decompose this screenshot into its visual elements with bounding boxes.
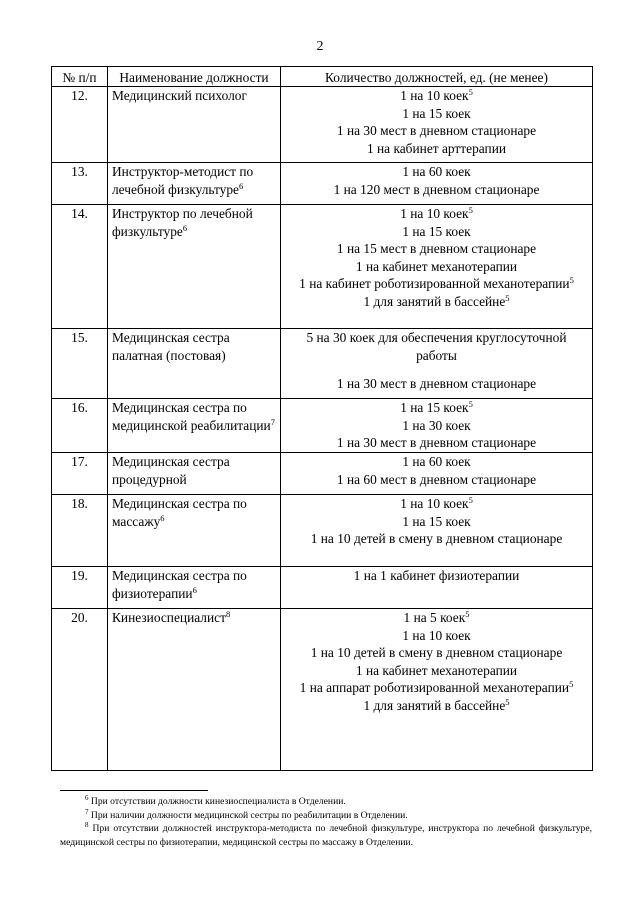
quantity-line (285, 662, 588, 680)
quantity-cell (281, 163, 593, 205)
position-name-cell (108, 495, 281, 567)
footnote-mark: 6 (85, 794, 89, 802)
quantity-line (285, 513, 588, 531)
row-number: 18. (52, 495, 108, 567)
position-name-cell (108, 567, 281, 609)
quantity-line (285, 434, 588, 452)
quantity-text: 1 на 120 мест в дневном стационаре (333, 181, 540, 197)
table-row (52, 609, 593, 771)
quantity-line (285, 453, 588, 471)
quantity-line (285, 163, 588, 181)
quantity-line (285, 399, 588, 417)
footnote-ref: 5 (569, 679, 574, 690)
footnote-mark: 7 (85, 807, 89, 816)
quantity-cell (281, 567, 593, 609)
footnote-ref: 5 (468, 399, 473, 409)
quantity-text: 1 на 10 коек (400, 88, 469, 103)
quantity-cell (281, 609, 593, 771)
position-name-cell (108, 163, 281, 205)
quantity-text: 1 на 15 коек (402, 513, 471, 529)
quantity-text: 1 на 30 мест в дневном стационаре (336, 123, 537, 139)
quantity-text: 1 на кабинет арттерапии (366, 140, 507, 156)
quantity-text: 1 на аппарат роботизированной механотерапии (299, 680, 570, 696)
quantity-line (285, 609, 588, 627)
quantity-cell (281, 453, 593, 495)
row-number: 15. (52, 329, 108, 399)
quantity-text: 1 на кабинет механотерапии (355, 662, 518, 678)
quantity-text: 1 на 30 мест в дневном стационаре (336, 376, 537, 392)
table-row (52, 399, 593, 453)
quantity-text: 1 на 15 мест в дневном стационаре (336, 241, 537, 257)
quantity-cell (281, 87, 593, 163)
quantity-text: 1 на 5 коек (403, 610, 466, 625)
footnote-text: При отсутствии должности кинезиоспециалиста в Отделении. (90, 796, 346, 807)
quantity-cell (281, 495, 593, 567)
quantity-line (285, 697, 588, 715)
quantity-text: 1 на 10 коек (400, 206, 469, 221)
quantity-cell (281, 329, 593, 399)
quantity-line (285, 530, 588, 548)
quantity-line (285, 329, 588, 364)
quantity-line (285, 122, 588, 140)
quantity-text: 1 на 15 коек (402, 223, 471, 239)
position-name-cell (108, 329, 281, 399)
quantity-text: 1 для занятий в бассейне (363, 293, 506, 309)
table-header-row (52, 67, 593, 87)
footnote-ref: 5 (569, 275, 574, 286)
row-number: 12. (52, 87, 108, 163)
quantity-text: 1 для занятий в бассейне (363, 697, 506, 713)
quantity-text: 1 на 15 коек (402, 105, 471, 121)
row-number: 20. (52, 609, 108, 771)
quantity-text: 1 на 60 мест в дневном стационаре (336, 471, 537, 487)
quantity-text: 1 на 1 кабинет физиотерапии (353, 568, 520, 583)
quantity-line (285, 223, 588, 241)
footnote-ref: 6 (192, 584, 197, 595)
table-row (52, 495, 593, 567)
quantity-text: 1 на 30 коек (402, 417, 471, 433)
quantity-cell (281, 205, 593, 329)
footnote (60, 795, 592, 809)
table-row (52, 87, 593, 163)
footnote (60, 809, 592, 823)
position-name: Медицинская сестра палатная (постовая) (112, 330, 230, 363)
quantity-line (285, 495, 588, 513)
footnote-separator (60, 790, 208, 791)
position-name-cell (108, 87, 281, 163)
header-qty: Количество должностей, ед. (не менее) (281, 67, 593, 87)
footnote-ref: 5 (505, 292, 510, 303)
quantity-line (285, 293, 588, 311)
quantity-text: 1 на 60 коек (402, 454, 471, 469)
quantity-text: 1 на 10 коек (402, 627, 471, 643)
row-number: 13. (52, 163, 108, 205)
row-number: 19. (52, 567, 108, 609)
row-number: 14. (52, 205, 108, 329)
quantity-text: 1 на 10 детей в смену в дневном стационаре (310, 645, 563, 661)
quantity-line (285, 140, 588, 158)
quantity-text: 1 на 10 коек (400, 496, 469, 511)
position-name: Медицинский психолог (112, 88, 247, 103)
table-row (52, 329, 593, 399)
row-number: 17. (52, 453, 108, 495)
footnote-ref: 6 (239, 180, 244, 191)
quantity-line (285, 375, 588, 393)
quantity-line (285, 471, 588, 489)
footnote-ref: 6 (182, 222, 188, 233)
quantity-line (285, 240, 588, 258)
quantity-text: 5 на 30 коек для обеспечения круглосуточной работы (306, 330, 567, 363)
quantity-text: 1 на кабинет роботизированной механотерапии (299, 276, 570, 292)
table-row (52, 453, 593, 495)
footnote-ref: 5 (468, 205, 473, 215)
position-name: Кинезиоспециалист (112, 610, 226, 625)
quantity-text: 1 на 30 мест в дневном стационаре (336, 435, 537, 451)
table-row (52, 567, 593, 609)
header-num: № п/п (52, 67, 108, 87)
quantity-line (285, 679, 588, 697)
quantity-text: 1 на 60 коек (402, 164, 471, 179)
table-body (52, 87, 593, 771)
page-number: 2 (316, 39, 324, 54)
footnote-ref: 5 (505, 696, 510, 707)
row-number: 16. (52, 399, 108, 453)
position-name-cell (108, 205, 281, 329)
footnote-ref: 7 (270, 416, 275, 427)
position-name: Медицинская сестра процедурной (112, 454, 230, 487)
quantity-line (285, 567, 588, 585)
footnote-ref: 5 (465, 609, 470, 619)
quantity-line (285, 181, 588, 199)
footnote-ref: 6 (160, 512, 165, 523)
position-name: Медицинская сестра по массажу (112, 496, 247, 529)
footnote-mark: 8 (85, 821, 89, 829)
footnote-ref: 5 (468, 87, 473, 97)
quantity-line (285, 644, 588, 662)
quantity-line (285, 417, 588, 435)
footnote-ref: 5 (468, 495, 473, 505)
footnote-text: При отсутствии должностей инструктора-методиста по лечебной физкультуре, инструктора по лечебной физкультуре, медицинской сестры по физиотерапии, медицинской сестры по массажу в Отделении. (60, 823, 592, 848)
footnote-text: При наличии должности медицинской сестры по реабилитации в Отделении. (90, 809, 408, 821)
position-name-cell (108, 453, 281, 495)
table-row (52, 205, 593, 329)
quantity-line (285, 87, 588, 105)
position-name-cell (108, 609, 281, 771)
position-name: Инструктор по лечебной физкультуре (112, 206, 253, 239)
quantity-text: 1 на 15 коек (400, 400, 469, 415)
header-name: Наименование должности (108, 67, 281, 87)
table-row (52, 163, 593, 205)
footnote (60, 822, 592, 849)
footnote-ref: 8 (225, 609, 231, 619)
position-name: Медицинская сестра по медицинской реабилитации (112, 400, 271, 433)
quantity-text: 1 на 10 детей в смену в дневном стационаре (310, 531, 563, 547)
position-name: Инструктор-методист по лечебной физкультуре (112, 164, 254, 197)
quantity-line (285, 105, 588, 123)
staff-table (51, 66, 593, 771)
quantity-line (285, 205, 588, 223)
position-name: Медицинская сестра по физиотерапии (112, 568, 247, 601)
footnotes (60, 795, 592, 849)
quantity-line (285, 258, 588, 276)
quantity-line (285, 627, 588, 645)
quantity-line (285, 275, 588, 293)
quantity-cell (281, 399, 593, 453)
position-name-cell (108, 399, 281, 453)
quantity-text: 1 на кабинет механотерапии (355, 258, 518, 274)
